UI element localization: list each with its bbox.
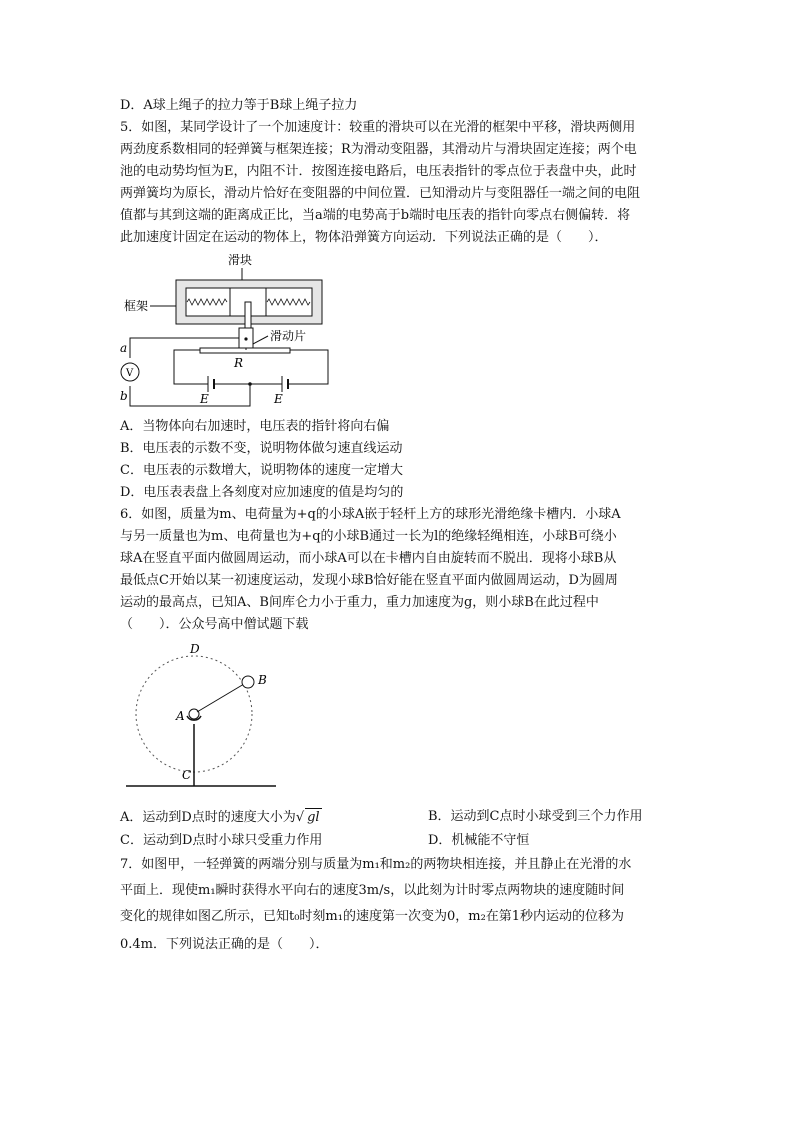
emf-left-label: E bbox=[200, 392, 209, 406]
point-a-label: A bbox=[176, 709, 185, 723]
q6-text-line: 球A在竖直平面内做圆周运动，而小球A可以在卡槽内自由旋转而不脱出．现将小球B从 bbox=[120, 551, 617, 566]
q4-option-d: D．A球上绳子的拉力等于B球上绳子拉力 bbox=[120, 98, 358, 113]
voltmeter-label: V bbox=[126, 368, 134, 379]
point-b-label: B bbox=[258, 673, 267, 687]
emf-right-label: E bbox=[274, 392, 283, 406]
ball-a bbox=[189, 709, 199, 719]
q6-text-line: （ ）．公众号高中僧试题下载 bbox=[120, 617, 309, 632]
circular-motion-diagram bbox=[120, 640, 280, 800]
q6-option-a: A．运动到D点时的速度大小为√ gl bbox=[120, 810, 320, 825]
wire-loop-left bbox=[174, 350, 208, 384]
q7-text-line: 0.4m．下列说法正确的是（ ）． bbox=[120, 937, 329, 952]
q5-text-line: 池的电动势均恒为E，内阻不计．按图连接电路后，电压表指针的零点位于表盘中央，此时 bbox=[120, 164, 637, 179]
q6-text-line: 与另一质量也为m、电荷量也为+q的小球B通过一长为l的绝缘轻绳相连，小球B可绕小 bbox=[120, 529, 617, 544]
frame-label: 框架 bbox=[124, 299, 149, 313]
rope bbox=[197, 684, 244, 712]
ball-b bbox=[242, 676, 254, 688]
q6-text-line: 最低点C开始以某一初速度运动，发现小球B恰好能在竖直平面内做圆周运动，D为圆周 bbox=[120, 573, 618, 588]
terminal-a-label: a bbox=[120, 341, 128, 355]
q5-option-b: B．电压表的示数不变，说明物体做匀速直线运动 bbox=[120, 441, 403, 456]
q5-text-line: 5．如图，某同学设计了一个加速度计：较重的滑块可以在光滑的框架中平移，滑块两侧用 bbox=[120, 120, 636, 135]
point-d-label: D bbox=[190, 642, 200, 656]
q6-option-a-radicand: gl bbox=[307, 810, 320, 825]
slide-contact-label: 滑动片 bbox=[270, 329, 307, 343]
q5-option-d: D．电压表表盘上各刻度对应加速度的值是均匀的 bbox=[120, 485, 404, 500]
wire-b bbox=[130, 384, 250, 406]
q6-option-a-text: A．运动到D点时的速度大小为 bbox=[120, 810, 296, 825]
q6-option-c: C．运动到D点时小球只受重力作用 bbox=[120, 833, 323, 848]
wire-loop-right bbox=[290, 350, 328, 384]
q7-text-line: 变化的规律如图乙所示，已知t₀时刻m₁的速度第一次变为0，m₂在第1秒内运动的位移为 bbox=[120, 909, 625, 924]
resistor-label: R bbox=[234, 356, 244, 370]
q6-option-d: D．机械能不守恒 bbox=[428, 833, 530, 848]
q6-text-line: 6．如图，质量为m、电荷量为+q的小球A嵌于轻杆上方的球形光滑绝缘卡槽内．小球A bbox=[120, 507, 621, 522]
accelerometer-diagram bbox=[110, 248, 340, 410]
q5-text-line: 值都与其到这端的距离成正比，当a端的电势高于b端时电压表的指针向零点右侧偏转．将 bbox=[120, 208, 631, 223]
q5-text-line: 两劲度系数相同的轻弹簧与框架连接；R为滑动变阻器，其滑动片与滑块固定连接；两个电 bbox=[120, 142, 637, 157]
q7-text-line: 7．如图甲，一轻弹簧的两端分别与质量为m₁和m₂的两物块相连接，并且静止在光滑的水 bbox=[120, 857, 632, 872]
q6-text-line: 运动的最高点，已知A、B间库仑力小于重力，重力加速度为g，则小球B在此过程中 bbox=[120, 595, 599, 610]
q7-text-line: 平面上．现使m₁瞬时获得水平向右的速度3m/s，以此刻为计时零点两物块的速度随时间 bbox=[120, 883, 625, 898]
point-c-label: C bbox=[182, 768, 192, 782]
q6-option-b: B．运动到C点时小球受到三个力作用 bbox=[428, 809, 643, 824]
q5-option-c: C．电压表的示数增大，说明物体的速度一定增大 bbox=[120, 463, 403, 478]
q5-option-a: A．当物体向右加速时，电压表的指针将向右偏 bbox=[120, 419, 390, 434]
q5-text-line: 此加速度计固定在运动的物体上，物体沿弹簧方向运动．下列说法正确的是（ ）． bbox=[120, 230, 608, 245]
q5-text-line: 两弹簧均为原长，滑动片恰好在变阻器的中间位置．已知滑动片与变阻器任一端之间的电阻 bbox=[120, 186, 641, 201]
terminal-b-label: b bbox=[120, 389, 128, 403]
resistor bbox=[200, 348, 290, 353]
slider-label: 滑块 bbox=[228, 253, 253, 267]
